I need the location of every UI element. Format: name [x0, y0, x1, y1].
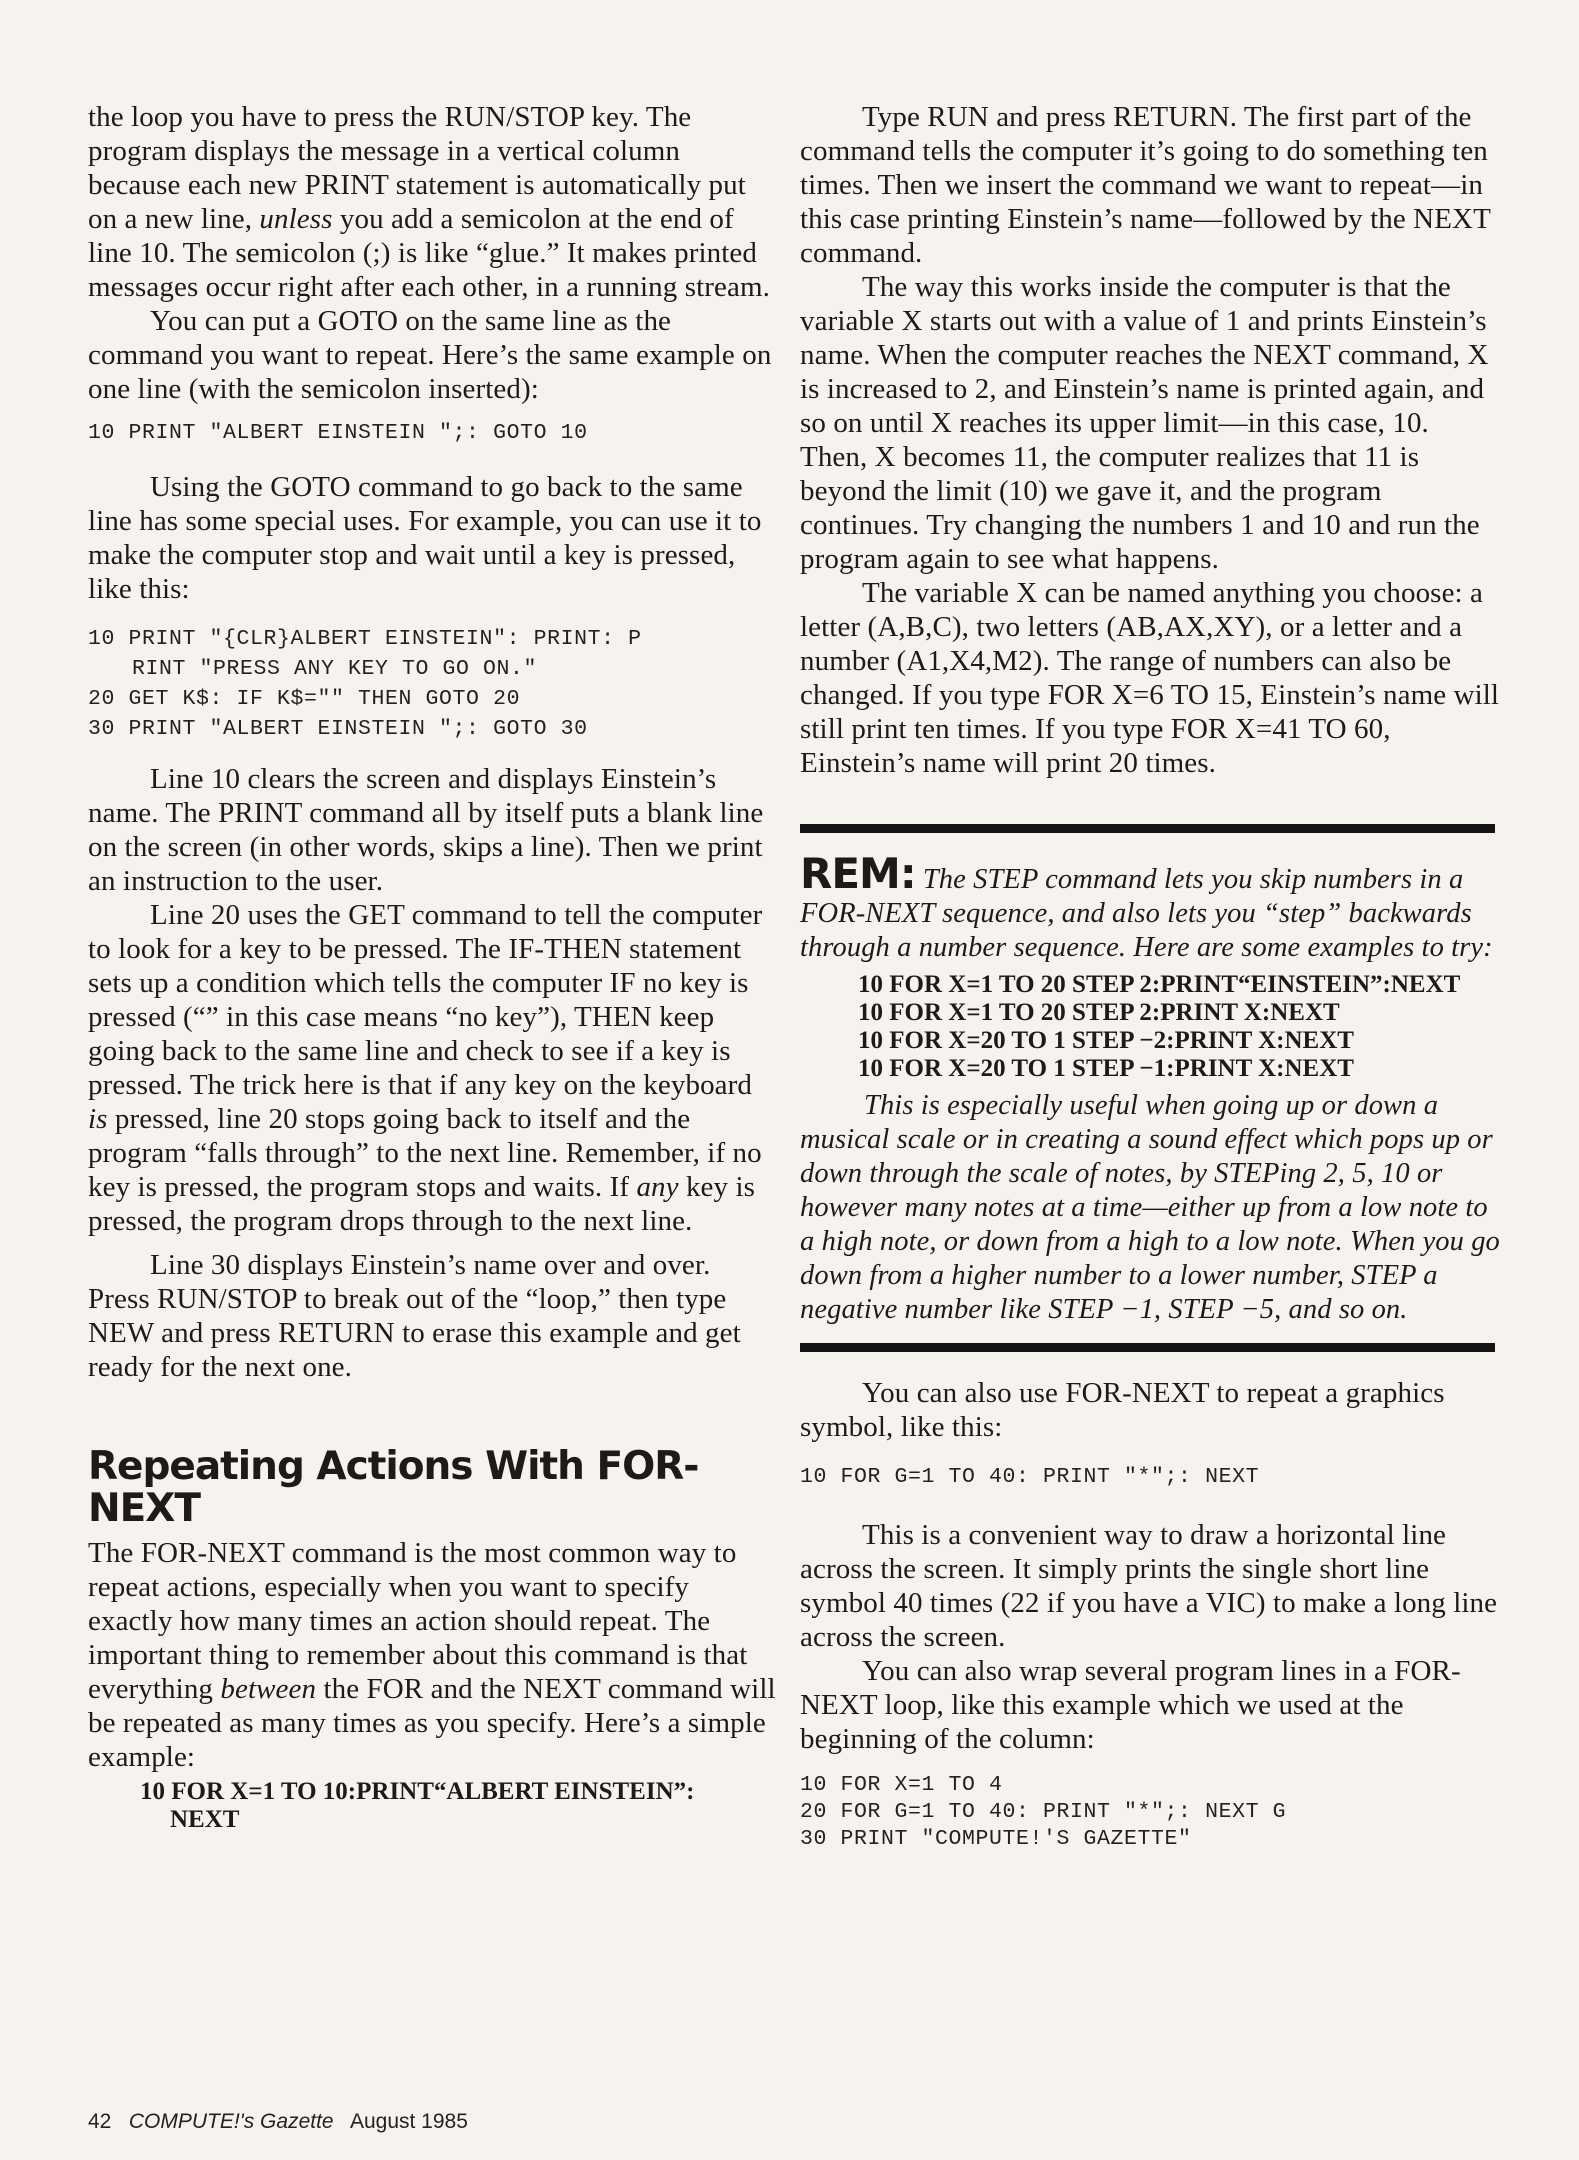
code-listing-for-next — [88, 1778, 778, 1834]
page-number: 42 — [88, 2110, 112, 2133]
left-paragraph-7: The FOR-NEXT command is the most common way to repeat actions, especially when you want to specify exactly how many times an action should repeat. The important thing to remember about this command is that everything between the FOR and the NEXT command will be repeated as many times as you specify. Here’s a simple example: — [88, 1537, 776, 1773]
rem-label: REM: — [800, 849, 916, 898]
code-line: 20 GET K$: IF K$="" THEN GOTO 20 — [88, 687, 521, 711]
rem-code-line: 10 FOR X=20 TO 1 STEP −1:PRINT X:NEXT — [858, 1055, 1354, 1082]
rem-code-line: 10 FOR X=1 TO 20 STEP 2:PRINT X:NEXT — [858, 999, 1340, 1026]
rem-code-line: 10 FOR X=1 TO 20 STEP 2:PRINT“EINSTEIN”:NEXT — [858, 971, 1461, 998]
code-line-continuation: RINT "PRESS ANY KEY TO GO ON." — [132, 657, 538, 681]
right-paragraph-3: The variable X can be named anything you choose: a letter (A,B,C), two letters (AB,AX,XY), or a letter and a number (A1,X4,M2). The range of numbers can also be changed. If you type FOR X=6 TO 15, Einstein’s name will still print ten times. If you type FOR X=41 TO 60, Einstein’s name will print 20 times. — [800, 577, 1500, 779]
code-line: 20 FOR G=1 TO 40: PRINT "*";: NEXT G — [800, 1800, 1287, 1824]
rem-sidebar — [800, 824, 1500, 1352]
code-line: 10 FOR X=1 TO 10:PRINT“ALBERT EINSTEIN”: — [140, 1778, 695, 1805]
rem-bottom-rule — [800, 1343, 1495, 1352]
left-paragraph-5: Line 20 uses the GET command to tell the computer to look for a key to be pressed. The IF-THEN statement sets up a condition which tells the computer IF no key is pressed (“” in this case means “no key”), THEN keep going back to the same line and check to see if a key is pressed. The trick here is that if any key on the keyboard is pressed, line 20 stops going back to itself and the program “falls through” to the next line. Remember, if no key is pressed, the program stops and waits. If any key is pressed, the program drops through to the next line. — [88, 899, 763, 1237]
code-listing-goto — [88, 418, 778, 448]
code-line-continuation: NEXT — [170, 1806, 240, 1833]
right-paragraph-1: Type RUN and press RETURN. The first part of the command tells the computer it’s going to do something ten times. Then we insert the command we want to repeat—in this case printing Einstein’s name—followed by the NEXT command. — [800, 101, 1491, 269]
left-column — [88, 100, 778, 1834]
right-paragraph-2: The way this works inside the computer is that the variable X starts out with a value of 1 and prints Einstein’s name. When the computer reaches the NEXT command, X is increased to 2, and Einstein’s name is printed again, and so on until X reaches its upper limit—in this case, 10. Then, X becomes 11, the computer realizes that 11 is beyond the limit (10) we gave it, and the program continues. Try changing the numbers 1 and 10 and run the program again to see what happens. — [800, 271, 1489, 575]
left-paragraph-3: Using the GOTO command to go back to the same line has some special uses. For example, you can use it to make the computer stop and wait until a key is pressed, like this: — [88, 471, 762, 605]
right-paragraph-6: You can also wrap several program lines in a FOR-NEXT loop, like this example which we used at the beginning of the column: — [800, 1655, 1461, 1755]
code-listing-nested — [800, 1772, 1500, 1853]
rem-code-line: 10 FOR X=20 TO 1 STEP −2:PRINT X:NEXT — [858, 1027, 1354, 1054]
code-line: 10 FOR G=1 TO 40: PRINT "*";: NEXT — [800, 1465, 1260, 1489]
code-line: 10 PRINT "ALBERT EINSTEIN ";: GOTO 10 — [88, 421, 588, 445]
code-line: 30 PRINT "ALBERT EINSTEIN ";: GOTO 30 — [88, 717, 588, 741]
magazine-name: COMPUTE!'s Gazette — [128, 2110, 334, 2133]
code-line: 10 PRINT "{CLR}ALBERT EINSTEIN": PRINT: P — [88, 627, 642, 651]
rem-body: This is especially useful when going up or down a musical scale or in creating a sound effect which pops up or down through the scale of notes, by STEPing 2, 5, 10 or however many notes at a time—either up from a low note to a high note, or down from a high to a low note. When you go down from a higher number to a lower number, STEP a negative number like STEP −1, STEP −5, and so on. — [800, 1090, 1500, 1325]
section-heading: Repeating Actions With FOR-NEXT — [88, 1444, 699, 1531]
right-paragraph-5: This is a convenient way to draw a horizontal line across the screen. It simply prints the single short line symbol 40 times (22 if you have a VIC) to make a long line across the screen. — [800, 1519, 1498, 1653]
rem-top-rule — [800, 824, 1495, 833]
left-paragraph-6: Line 30 displays Einstein’s name over and over. Press RUN/STOP to break out of the “loop,” then type NEW and press RETURN to erase this example and get ready for the next one. — [88, 1249, 741, 1383]
code-line: 10 FOR X=1 TO 4 — [800, 1773, 1003, 1797]
code-listing-graphics — [800, 1462, 1500, 1492]
page-footer — [88, 2110, 468, 2134]
code-line: 30 PRINT "COMPUTE!'S GAZETTE" — [800, 1827, 1192, 1851]
issue-date: August 1985 — [349, 2110, 468, 2133]
code-listing-get — [88, 624, 778, 744]
right-paragraph-4: You can also use FOR-NEXT to repeat a graphics symbol, like this: — [800, 1377, 1445, 1443]
right-column — [800, 100, 1500, 1853]
left-paragraph-4: Line 10 clears the screen and displays Einstein’s name. The PRINT command all by itself puts a blank line on the screen (in other words, skips a line). Then we print an instruction to the user. — [88, 763, 764, 897]
rem-intro: REM: The STEP command lets you skip numbers in a FOR-NEXT sequence, and also lets you “step” backwards through a number sequence. Here are some examples to try: — [800, 849, 1493, 963]
left-paragraph-2: You can put a GOTO on the same line as the command you want to repeat. Here’s the same example on one line (with the semicolon inserted): — [88, 305, 772, 405]
rem-code-examples — [800, 971, 1500, 1083]
left-paragraph-1: the loop you have to press the RUN/STOP key. The program displays the message in a vertical column because each new PRINT statement is automatically put on a new line, unless you add a semicolon at the end of line 10. The semicolon (;) is like “glue.” It makes printed messages occur right after each other, in a running stream. — [88, 101, 770, 303]
